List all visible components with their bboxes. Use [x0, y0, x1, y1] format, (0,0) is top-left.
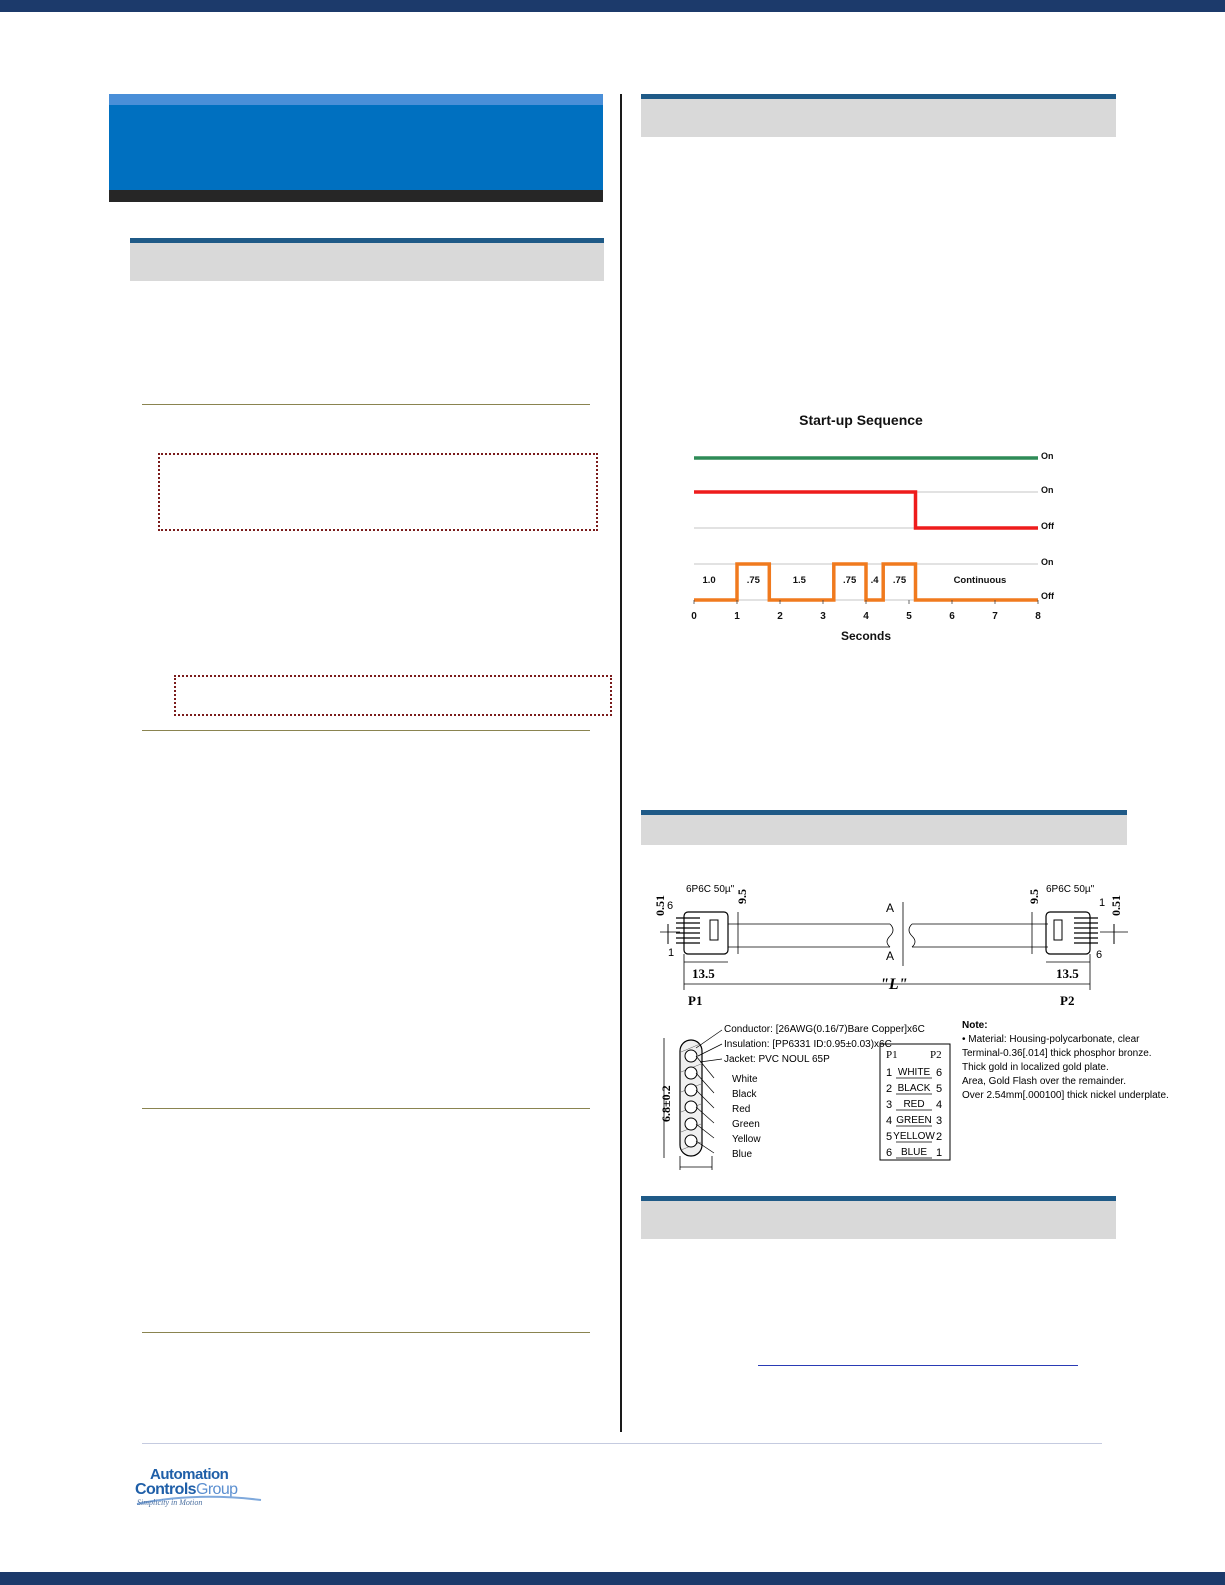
dim-cable-width: 6.8±0.2 [659, 1085, 673, 1122]
logo-line-1: Automation [150, 1466, 229, 1483]
plug-p2-contacts [1074, 918, 1098, 943]
pinout-wire-6: BLUE [900, 1147, 928, 1158]
end-label-p2: P2 [1060, 993, 1075, 1008]
dim-plug-length-left: 13.5 [692, 966, 715, 981]
chart-annotation-5: .75 [892, 575, 907, 586]
chart-tick-label-6: 6 [949, 611, 955, 622]
chart-annotation-6: Continuous [953, 575, 1007, 586]
wire-color-green: Green [732, 1119, 760, 1130]
note-line-5: Over 2.54mm[.000100] thick nickel underplate. [962, 1090, 1169, 1101]
chart-title: Start-up Sequence [799, 412, 923, 428]
section-header-right-1 [641, 94, 1116, 137]
spec-conductor: Conductor: [26AWG(0.16/7)Bare Copper]x6C [724, 1024, 925, 1035]
chart-tick-label-5: 5 [906, 611, 912, 622]
plug-p2-latch [1054, 920, 1062, 940]
pinout-wire-2: BLACK [897, 1083, 931, 1094]
pinout-p2-pin-6: 1 [936, 1147, 943, 1159]
pinout-p2-pin-3: 4 [936, 1099, 943, 1111]
chart-x-ticks [691, 600, 1041, 622]
note-line-4: Area, Gold Flash over the remainder. [962, 1076, 1126, 1087]
chart-tick-label-7: 7 [992, 611, 998, 622]
chart-annotation-3: .75 [843, 575, 857, 586]
chart-tick-label-3: 3 [820, 611, 826, 622]
dim-height-left: 9.5 [735, 889, 749, 904]
note-box-1 [158, 453, 598, 531]
chart-tick-label-1: 1 [734, 611, 740, 622]
divider-rule-1 [142, 404, 590, 405]
pinout-wire-1: WHITE [897, 1067, 931, 1078]
divider-rule-2 [142, 730, 590, 731]
chart-state-label-1: On [1041, 485, 1054, 495]
pinout-p1-pin-6: 6 [886, 1147, 893, 1159]
end-label-p1: P1 [688, 993, 703, 1008]
wire-color-white: White [732, 1074, 758, 1085]
hyperlink-underline[interactable] [758, 1365, 1078, 1366]
note-line-2: Terminal-0.36[.014] thick phosphor bronze. [962, 1048, 1152, 1059]
section-header-right-3 [641, 1196, 1116, 1239]
chart-state-label-3: On [1041, 557, 1054, 567]
pinout-header-p2: P2 [930, 1049, 942, 1061]
connector-type-right: 6P6C 50µ" [1046, 884, 1095, 895]
pinout-p2-pin-4: 3 [936, 1115, 943, 1127]
bottom-band [0, 1572, 1225, 1585]
chart-tick-label-4: 4 [863, 611, 869, 622]
note-line-1: • Material: Housing-polycarbonate, clear [962, 1034, 1140, 1045]
pinout-wire-5: YELLOW [893, 1131, 935, 1142]
note-box-2 [174, 675, 612, 716]
pinout-header-p1: P1 [886, 1049, 898, 1061]
chart-state-label-2: Off [1041, 521, 1054, 531]
section-header-right-2 [641, 810, 1127, 845]
section-mark-top: A [886, 901, 895, 915]
pin-label-left-6: 6 [667, 900, 674, 912]
title-banner-highlight [109, 94, 603, 105]
company-logo [135, 1464, 265, 1512]
pin-label-right-1: 1 [1099, 897, 1106, 909]
footer-rule [142, 1443, 1102, 1444]
pin-label-right-6: 6 [1096, 949, 1103, 961]
logo-line-2b: Group [195, 1481, 238, 1498]
logo-tagline: Simplicity in Motion [137, 1498, 203, 1507]
pin-label-left-1: 1 [668, 947, 675, 959]
plug-p1-latch [710, 920, 718, 940]
note-line-3: Thick gold in localized gold plate. [962, 1062, 1109, 1073]
wire-color-yellow: Yellow [732, 1134, 761, 1145]
pinout-wire-3: RED [903, 1099, 925, 1110]
cable-drawing [650, 872, 1169, 1174]
plug-p1-contacts [676, 918, 700, 943]
wire-color-red: Red [732, 1104, 751, 1115]
chart-annotation-4: .4 [870, 575, 879, 586]
cable-break-left [887, 924, 893, 947]
pinout-p1-pin-5: 5 [886, 1131, 893, 1143]
spec-jacket: Jacket: PVC NOUL 65P [724, 1054, 830, 1065]
cable-break-right [909, 924, 915, 947]
startup-sequence-chart [670, 400, 1090, 650]
chart-tick-label-2: 2 [777, 611, 783, 622]
chart-annotation-2: 1.5 [792, 575, 806, 586]
chart-tick-label-0: 0 [691, 611, 697, 622]
wire-color-black: Black [732, 1089, 757, 1100]
chart-state-label-0: On [1041, 451, 1054, 461]
pinout-p1-pin-4: 4 [886, 1115, 893, 1127]
connector-type-left: 6P6C 50µ" [686, 884, 735, 895]
logo-line-2a: Controls [135, 1481, 196, 1498]
pinout-rows [886, 1067, 942, 1159]
pinout-p2-pin-5: 2 [936, 1131, 943, 1143]
section-header-left-1 [130, 238, 604, 281]
chart-annotation-0: 1.0 [702, 575, 716, 586]
chart-annotation-1: .75 [746, 575, 760, 586]
title-banner-shadow [109, 190, 603, 202]
dim-plug-length-right: 13.5 [1056, 966, 1079, 981]
chart-annotations [702, 575, 1006, 586]
pinout-p2-pin-2: 5 [936, 1083, 943, 1095]
dim-cable-length: "L" [880, 976, 908, 993]
pinout-p1-pin-1: 1 [886, 1067, 893, 1079]
chart-tick-label-8: 8 [1035, 611, 1041, 622]
pinout-p1-pin-3: 3 [886, 1099, 893, 1111]
chart-series-1 [694, 492, 1038, 528]
dim-thickness-right: 0.51 [1109, 895, 1123, 916]
top-band [0, 0, 1225, 12]
divider-rule-4 [142, 1332, 590, 1333]
divider-rule-3 [142, 1108, 590, 1109]
dim-thickness-left: 0.51 [653, 895, 667, 916]
pinout-wire-4: GREEN [896, 1115, 932, 1126]
section-mark-bottom: A [886, 949, 895, 963]
spec-insulation: Insulation: [PP6331 ID:0.95±0.03)x6C [724, 1039, 892, 1050]
note-title: Note: [962, 1020, 988, 1031]
dim-height-right: 9.5 [1027, 889, 1041, 904]
chart-x-axis-label: Seconds [840, 629, 892, 643]
title-banner [109, 94, 603, 202]
wire-color-blue: Blue [732, 1149, 753, 1160]
pinout-p1-pin-2: 2 [886, 1083, 893, 1095]
pinout-p2-pin-1: 6 [936, 1067, 943, 1079]
chart-state-labels [1041, 451, 1055, 601]
chart-state-label-4: Off [1041, 591, 1054, 601]
column-divider [620, 94, 622, 1432]
